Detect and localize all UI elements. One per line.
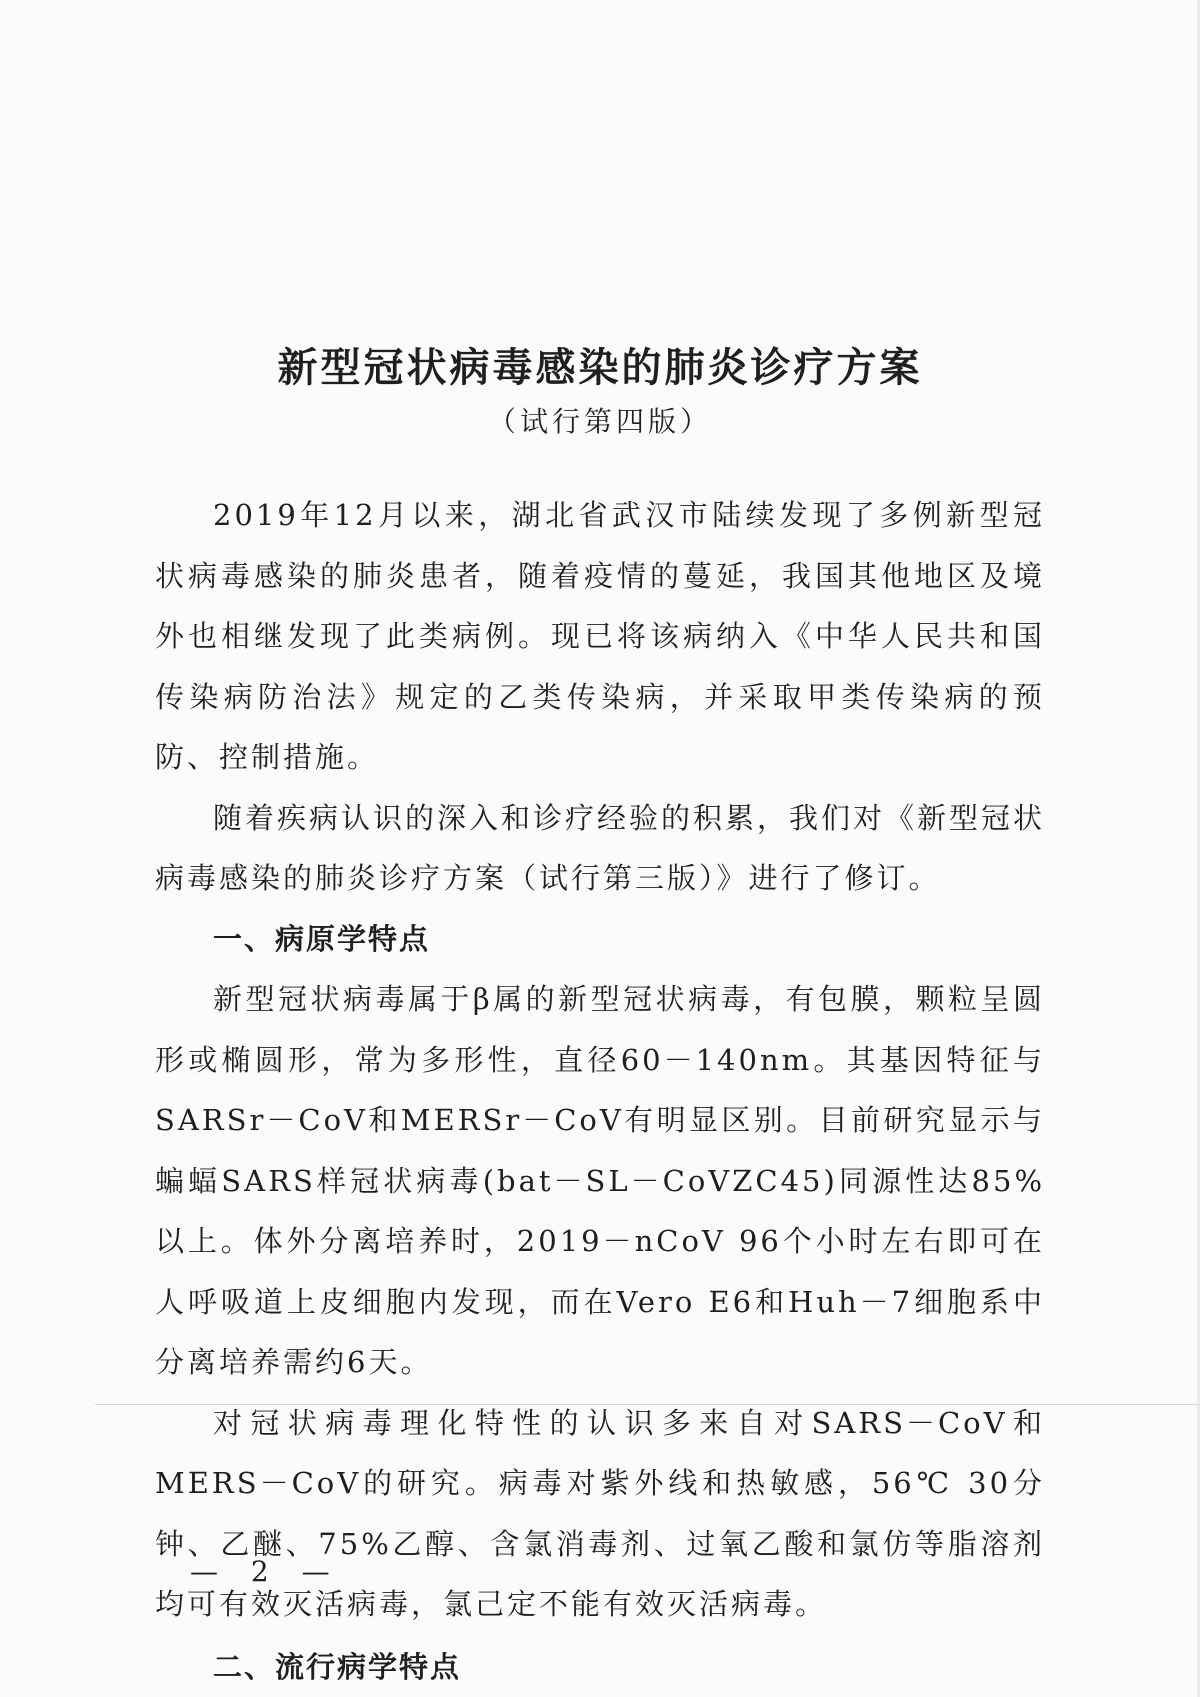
document-body xyxy=(155,485,1045,1697)
intro-paragraph-1: 2019年12月以来，湖北省武汉市陆续发现了多例新型冠状病毒感染的肺炎患者，随着疫情的蔓延，我国其他地区及境外也相继发现了此类病例。现已将该病纳入《中华人民共和国传染病防治法》规定的乙类传染病，并采取甲类传染病的预防、控制措施。 xyxy=(155,498,1045,774)
page-number: — 2 — xyxy=(190,1555,342,1588)
document-title: 新型冠状病毒感染的肺炎诊疗方案 xyxy=(277,345,923,391)
section-1-heading: 一、病原学特点 xyxy=(213,921,431,956)
document-subtitle: （试行第四版） xyxy=(487,405,712,438)
section-1-paragraph-2: 对冠状病毒理化特性的认识多来自对SARS－CoV和MERS－CoV的研究。病毒对紫外线和热敏感，56℃ 30分钟、乙醚、75%乙醇、含氯消毒剂、过氧乙酸和氯仿等脂溶剂均可有效灭活病毒，氯己定不能有效灭活病毒。 xyxy=(155,1405,1045,1621)
section-1-paragraph-1: 新型冠状病毒属于β属的新型冠状病毒，有包膜，颗粒呈圆形或椭圆形，常为多形性，直径60－140nm。其基因特征与SARSr－CoV和MERSr－CoV有明显区别。目前研究显示与蝙蝠SARS样冠状病毒(bat－SL－CoVZC45)同源性达85%以上。体外分离培养时，2019－nCoV 96个小时左右即可在人呼吸道上皮细胞内发现，而在Vero E6和Huh－7细胞系中分离培养需约6天。 xyxy=(155,982,1045,1379)
intro-paragraph-2: 随着疾病认识的深入和诊疗经验的积累，我们对《新型冠状病毒感染的肺炎诊疗方案（试行第三版）》进行了修订。 xyxy=(155,800,1046,895)
section-2-heading: 二、流行病学特点 xyxy=(213,1649,462,1684)
